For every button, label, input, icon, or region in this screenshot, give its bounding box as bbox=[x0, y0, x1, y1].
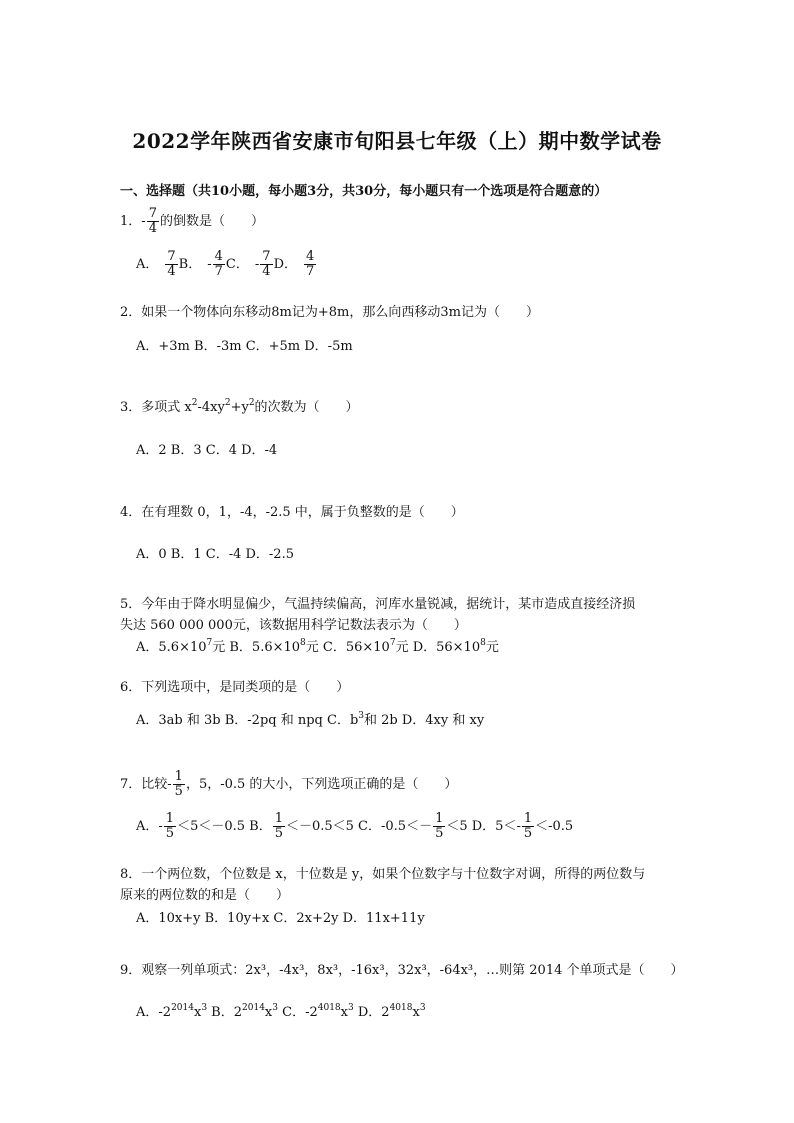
q1-c-num: 7 bbox=[262, 249, 271, 264]
question-8-line-2: 原来的两位数的和是（ ） bbox=[120, 888, 290, 903]
section-heading: 一、选择题（共10小题，每小题3分，共30分，每小题只有一个选项是符合题意的） bbox=[120, 184, 608, 199]
q1-a-den: 4 bbox=[167, 264, 176, 279]
q3-exp-1: 2 bbox=[191, 398, 198, 408]
q1-c-den: 4 bbox=[262, 264, 271, 279]
question-7 bbox=[120, 770, 457, 799]
question-5-line-1: 5．今年由于降水明显偏少，气温持续偏高，河库水量锐减，据统计，某市造成直接经济损 bbox=[120, 597, 636, 612]
q7-a-den: 5 bbox=[165, 826, 175, 841]
q9-c-xexp: 3 bbox=[348, 1003, 354, 1013]
q6-options-start: A．3ab 和 3b B．-2pq 和 npq C．b bbox=[136, 713, 359, 728]
q1-options bbox=[136, 250, 317, 279]
q6-exp: 3 bbox=[358, 711, 364, 721]
q1-d-num: 4 bbox=[306, 249, 315, 264]
q9-d-exp: 4018 bbox=[389, 1003, 413, 1013]
q1-numerator: 7 bbox=[148, 206, 157, 221]
q1-option-b bbox=[213, 250, 225, 279]
q5-a-exp: 7 bbox=[206, 638, 213, 648]
q9-a-pre: A．-2 bbox=[136, 1005, 172, 1020]
q3-exp-3: 2 bbox=[248, 398, 255, 408]
q5-c-exp: 7 bbox=[389, 638, 396, 648]
q6-options-rest: 和 2b D．4xy 和 xy bbox=[364, 713, 485, 728]
q5-d-post: 元 bbox=[485, 640, 499, 655]
q1-d-den: 7 bbox=[306, 264, 315, 279]
q1-b-num: 4 bbox=[214, 249, 223, 264]
q9-b-exp: 2014 bbox=[242, 1003, 265, 1013]
q9-b-pre: B．2 bbox=[207, 1005, 243, 1020]
q4-options: A．0 B．1 C．-4 D．-2.5 bbox=[136, 547, 294, 562]
q1-option-b-label: B． bbox=[178, 257, 202, 272]
q9-c-pre: C．-2 bbox=[278, 1005, 318, 1020]
q7-c-rest: ＜5 D．5＜- bbox=[446, 819, 521, 834]
q6-options bbox=[136, 712, 484, 730]
q9-d-x: x bbox=[412, 1005, 420, 1020]
q7-num: 1 bbox=[174, 769, 183, 784]
q1-b-sign: - bbox=[207, 257, 212, 272]
q9-b-x: x bbox=[264, 1005, 273, 1020]
q9-d-xexp: 3 bbox=[419, 1003, 426, 1013]
q5-b-post: 元 C．56×10 bbox=[305, 640, 390, 655]
q5-d-exp: 8 bbox=[480, 638, 486, 648]
q5-a-post: 元 B．5.6×10 bbox=[212, 640, 301, 655]
q3-mid: -4xy bbox=[197, 400, 225, 415]
q1-fraction bbox=[147, 207, 159, 236]
q5-a-pre: A．5.6×10 bbox=[136, 640, 207, 655]
q3-options: A．2 B．3 C．4 D．-4 bbox=[136, 443, 278, 458]
q7-c-den: 5 bbox=[435, 826, 444, 841]
q5-options bbox=[136, 639, 499, 657]
q1-c-sign: - bbox=[254, 257, 260, 272]
q8-options: A．10x+y B．10y+x C．2x+2y D．11x+11y bbox=[136, 911, 425, 926]
question-1 bbox=[120, 207, 264, 236]
q1-number: 1． bbox=[120, 214, 142, 229]
q1-sign: - bbox=[141, 214, 146, 229]
q7-d-frac bbox=[522, 812, 534, 841]
q9-b-xexp: 3 bbox=[272, 1003, 278, 1013]
q1-option-d-label: D． bbox=[273, 257, 297, 272]
q1-option-d bbox=[304, 250, 316, 279]
q9-c-x: x bbox=[340, 1005, 348, 1020]
question-4: 4．在有理数 0，1，-4，-2.5 中，属于负整数的是（ ） bbox=[120, 505, 464, 520]
question-8-line-1: 8．一个两位数，个位数是 x，十位数是 y，如果个位数字与十位数字对调，所得的两位数与 bbox=[120, 867, 646, 882]
q7-b-rest: ＜－0.5＜5 C．-0.5＜－ bbox=[285, 819, 433, 834]
q1-option-a-label: A． bbox=[136, 257, 159, 272]
q7-fraction bbox=[173, 770, 185, 799]
q7-b-den: 5 bbox=[274, 826, 283, 841]
q9-options bbox=[136, 1004, 426, 1022]
q9-a-xexp: 3 bbox=[201, 1003, 208, 1013]
q3-exp-2: 2 bbox=[224, 398, 231, 408]
q9-c-exp: 4018 bbox=[317, 1003, 341, 1013]
question-9: 9．观察一列单项式：2x³，-4x³，8x³，-16x³，32x³，-64x³，…则第 2014 个单项式是（ ） bbox=[120, 963, 684, 978]
q7-b-num: 1 bbox=[274, 811, 283, 826]
q7-c-num: 1 bbox=[435, 811, 444, 826]
q7-d-rest: ＜-0.5 bbox=[535, 819, 574, 834]
q1-a-num: 7 bbox=[167, 249, 176, 264]
q1-text: 的倒数是（ ） bbox=[159, 214, 264, 229]
q9-a-x: x bbox=[193, 1005, 202, 1020]
q7-c-frac bbox=[433, 812, 445, 841]
q9-d-pre: D．2 bbox=[353, 1005, 390, 1020]
q1-option-c bbox=[260, 250, 272, 279]
question-3 bbox=[120, 399, 359, 417]
q3-pre: 3．多项式 x bbox=[120, 400, 192, 415]
q2-options: A．+3m B．-3m C．+5m D．-5m bbox=[136, 339, 353, 354]
q5-c-post: 元 D．56×10 bbox=[395, 640, 481, 655]
q7-pre: 7．比较- bbox=[120, 777, 172, 792]
q7-post: ，5，-0.5 的大小，下列选项正确的是（ ） bbox=[185, 777, 458, 792]
q1-option-c-label: C． bbox=[225, 257, 249, 272]
q1-option-a bbox=[165, 250, 177, 279]
q5-b-exp: 8 bbox=[300, 638, 306, 648]
page-title: 2022学年陕西省安康市旬阳县七年级（上）期中数学试卷 bbox=[132, 129, 662, 153]
q3-mid2: +y bbox=[230, 400, 249, 415]
question-6: 6．下列选项中，是同类项的是（ ） bbox=[120, 680, 350, 695]
q7-d-den: 5 bbox=[523, 826, 533, 841]
q7-a-frac bbox=[164, 812, 176, 841]
q7-options bbox=[136, 812, 573, 841]
question-2: 2．如果一个物体向东移动8m记为+8m，那么向西移动3m记为（ ） bbox=[120, 305, 539, 320]
q1-denominator: 4 bbox=[148, 221, 157, 236]
q7-b-frac bbox=[273, 812, 285, 841]
q7-d-num: 1 bbox=[523, 811, 533, 826]
q3-post: 的次数为（ ） bbox=[254, 400, 359, 415]
q9-a-exp: 2014 bbox=[171, 1003, 194, 1013]
q7-a-rest: ＜5＜－0.5 B． bbox=[177, 819, 272, 834]
q7-a-label: A．- bbox=[136, 819, 163, 834]
question-5-line-2: 失达 560 000 000元，该数据用科学记数法表示为（ ） bbox=[120, 618, 467, 633]
q7-a-num: 1 bbox=[165, 811, 175, 826]
q7-den: 5 bbox=[174, 784, 183, 799]
q1-b-den: 7 bbox=[214, 264, 223, 279]
